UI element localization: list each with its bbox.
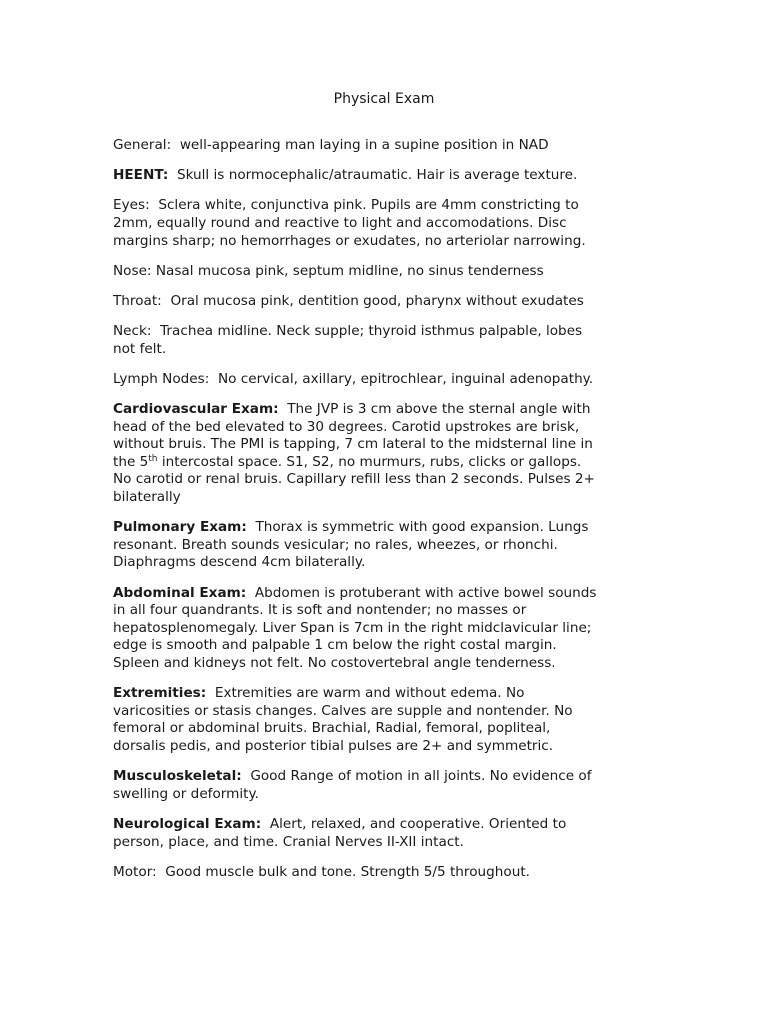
- exam-section: [113, 137, 673, 155]
- exam-section: [113, 864, 673, 882]
- section-text-line: bilaterally: [113, 489, 181, 506]
- page-title: Physical Exam: [333, 91, 435, 107]
- section-text-line: not felt.: [113, 340, 167, 357]
- section-text-line: Trachea midline. Neck supple; thyroid isthmus palpable, lobes: [160, 323, 583, 340]
- section-label: Lymph Nodes:: [113, 370, 210, 387]
- section-text-line: Skull is normocephalic/atraumatic. Hair is average texture.: [176, 167, 578, 184]
- exam-section: [113, 263, 673, 281]
- section-text-line: without bruis. The PMI is tapping, 7 cm lateral to the midsternal line in: [113, 436, 593, 453]
- section-text-line: No carotid or renal bruis. Capillary refill less than 2 seconds. Pulses 2+: [113, 471, 595, 488]
- exam-section: [113, 519, 673, 572]
- exam-section: [113, 768, 673, 803]
- exam-section: [113, 293, 673, 311]
- section-text-line: person, place, and time. Cranial Nerves II-XII intact.: [113, 833, 464, 850]
- section-text-line: Good Range of motion in all joints. No evidence of: [250, 768, 592, 785]
- section-text-line: dorsalis pedis, and posterior tibial pulses are 2+ and symmetric.: [113, 737, 554, 754]
- section-label: Throat:: [113, 292, 162, 309]
- section-text-line: in all four quandrants. It is soft and nontender; no masses or: [113, 602, 527, 619]
- section-text-line: Oral mucosa pink, dentition good, pharynx without exudates: [170, 292, 584, 309]
- section-text-line: femoral or abdominal bruits. Brachial, Radial, femoral, popliteal,: [113, 720, 551, 737]
- exam-section: [113, 323, 673, 358]
- section-text-line: head of the bed elevated to 30 degrees. Carotid upstrokes are brisk,: [113, 418, 580, 435]
- section-label: Neurological Exam:: [113, 815, 262, 832]
- section-text-line: 2mm, equally round and reactive to light and accomodations. Disc: [113, 214, 567, 231]
- section-text-line: Thorax is symmetric with good expansion. Lungs: [255, 519, 589, 536]
- exam-section: [113, 197, 673, 250]
- superscript: th: [148, 453, 158, 464]
- section-text-line: varicosities or stasis changes. Calves are supple and nontender. No: [113, 702, 573, 719]
- section-text-line: Spleen and kidneys not felt. No costovertebral angle tenderness.: [113, 655, 556, 671]
- section-label: Cardiovascular Exam:: [113, 401, 279, 418]
- section-text-line: resonant. Breath sounds vesicular; no rales, wheezes, or rhonchi.: [113, 536, 558, 553]
- section-label: Musculoskeletal:: [113, 768, 242, 785]
- exam-section: [113, 585, 673, 673]
- section-text-line: Extremities are warm and without edema. No: [214, 685, 525, 702]
- section-label: Pulmonary Exam:: [113, 519, 247, 536]
- section-label: Extremities:: [113, 685, 207, 702]
- section-label: Neck:: [113, 323, 152, 340]
- section-text-line: Alert, relaxed, and cooperative. Oriented to: [269, 815, 567, 832]
- exam-body: [113, 137, 673, 894]
- section-text-line: well-appearing man laying in a supine position in NAD: [179, 137, 549, 153]
- section-text-line: Diaphragms descend 4cm bilaterally.: [113, 554, 366, 571]
- exam-section: [113, 816, 673, 851]
- section-label: Abdominal Exam:: [113, 584, 247, 601]
- section-label: HEENT:: [113, 167, 169, 184]
- exam-section: [113, 371, 673, 389]
- section-label: Motor:: [113, 863, 157, 880]
- section-text-line: edge is smooth and palpable 1 cm below the right costal margin.: [113, 637, 557, 654]
- section-text-line: Nasal mucosa pink, septum midline, no sinus tenderness: [155, 262, 544, 279]
- section-text-line: The JVP is 3 cm above the sternal angle with: [287, 401, 591, 418]
- section-text-line: the 5th intercostal space. S1, S2, no murmurs, rubs, clicks or gallops.: [113, 453, 582, 470]
- section-label: General:: [113, 137, 172, 153]
- section-text-line: Sclera white, conjunctiva pink. Pupils are 4mm constricting to: [158, 197, 579, 214]
- section-text-line: No cervical, axillary, epitrochlear, inguinal adenopathy.: [217, 370, 594, 387]
- section-text-line: hepatosplenomegaly. Liver Span is 7cm in the right midclavicular line;: [113, 619, 592, 636]
- exam-section: [113, 685, 673, 755]
- exam-section: [113, 167, 673, 185]
- exam-section: [113, 401, 673, 507]
- section-label: Nose:: [113, 262, 152, 279]
- section-text-line: swelling or deformity.: [113, 785, 259, 802]
- section-label: Eyes:: [113, 197, 150, 214]
- section-text-line: margins sharp; no hemorrhages or exudates, no arteriolar narrowing.: [113, 232, 586, 249]
- section-text-line: Good muscle bulk and tone. Strength 5/5 throughout.: [165, 863, 530, 880]
- section-text-line: Abdomen is protuberant with active bowel sounds: [254, 584, 597, 601]
